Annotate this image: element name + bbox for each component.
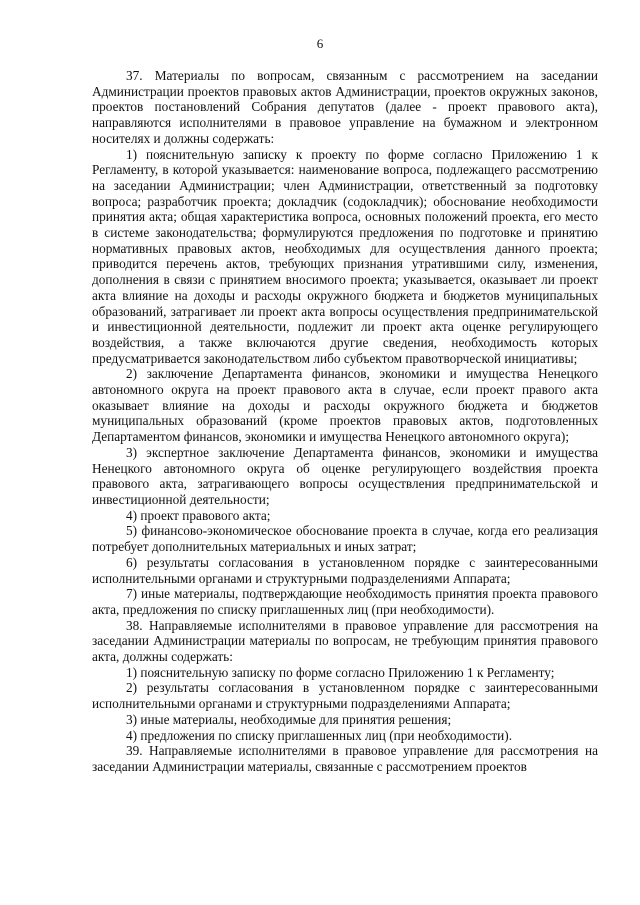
paragraph-37: 37. Материалы по вопросам, связанным с рассмотрением на заседании Администрации проектов правовых актов Администрации, проектов окружных законов, проектов постановлений Собрания депутатов (далее - проект правового акта), направляются исполнителями в правовое управление на бумажном и электронном носителях и должны содержать: — [92, 68, 598, 146]
paragraph-38-item-2: 2) результаты согласования в установленном порядке с заинтересованными исполнительными органами и структурными подразделениями Аппарата; — [92, 680, 598, 712]
paragraph-38-item-1: 1) пояснительную записку по форме согласно Приложению 1 к Регламенту; — [126, 664, 555, 680]
paragraph-37-item-1: 1) пояснительную записку к проекту по форме согласно Приложению 1 к Регламенту, в которой указывается: наименование вопроса, подлежащего рассмотрению на заседании Администрации; член Администрации, ответственный за подготовку вопроса; разработчик проекта; докладчик (содокладчик); обоснование необходимости принятия акта; общая характеристика вопроса, основных положений проекта, его место в системе законодательства; формулируются предложения по подготовке и принятию нормативных правовых актов, необходимых для осуществления данного проекта; приводится перечень актов, требующих признания утратившими силу, изменения, дополнения в связи с принятием вносимого проекта; указывается, оказывает ли проект акта влияние на доходы и расходы окружного бюджета и бюджетов муниципальных образований, затрагивает ли проект акта вопросы осуществления предпринимательской и инвестиционной деятельности, подлежит ли проект акта оценке регулирующего воздействия, а также включаются другие сведения, необходимость которых предусматривается законодательством либо субъектом правотворческой инициативы; — [92, 146, 598, 366]
page-number: 6 — [316, 36, 324, 51]
paragraph-38-item-4: 4) предложения по списку приглашенных лиц (при необходимости). — [126, 727, 513, 743]
paragraph-37-item-7: 7) иные материалы, подтверждающие необходимость принятия проекта правового акта, предложения по списку приглашенных лиц (при необходимости). — [92, 586, 598, 617]
paragraph-38: 38. Направляемые исполнителями в правовое управление для рассмотрения на заседании Администрации материалы по вопросам, не требующим принятия правового акта, должны содержать: — [92, 617, 598, 665]
paragraph-37-item-6: 6) результаты согласования в установленном порядке с заинтересованными исполнительными органами и структурными подразделениями Аппарата; — [92, 554, 598, 586]
paragraph-37-item-5: 5) финансово-экономическое обоснование проекта в случае, когда его реализация потребует дополнительных материальных и иных затрат; — [92, 523, 598, 555]
paragraph-37-item-4: 4) проект правового акта; — [126, 507, 271, 523]
paragraph-39: 39. Направляемые исполнителями в правовое управление для рассмотрения на заседании Администрации материалы, связанные с рассмотрением проектов — [92, 743, 598, 774]
paragraph-37-item-2: 2) заключение Департамента финансов, экономики и имущества Ненецкого автономного округа на проект правового акта в случае, если проект правого акта оказывает влияние на доходы и расходы окружного бюджета и бюджетов муниципальных образований (кроме проектов правовых актов, подготовленных Департаментом финансов, экономики и имущества Ненецкого автономного округа); — [92, 366, 598, 445]
document-body — [92, 68, 598, 775]
paragraph-37-item-3: 3) экспертное заключение Департамента финансов, экономики и имущества Ненецкого автономного округа об оценке регулирующего воздействия проекта правового акта, затрагивающего вопросы осуществления предпринимательской и инвестиционной деятельности; — [92, 444, 598, 507]
paragraph-38-item-3: 3) иные материалы, необходимые для принятия решения; — [126, 711, 452, 727]
